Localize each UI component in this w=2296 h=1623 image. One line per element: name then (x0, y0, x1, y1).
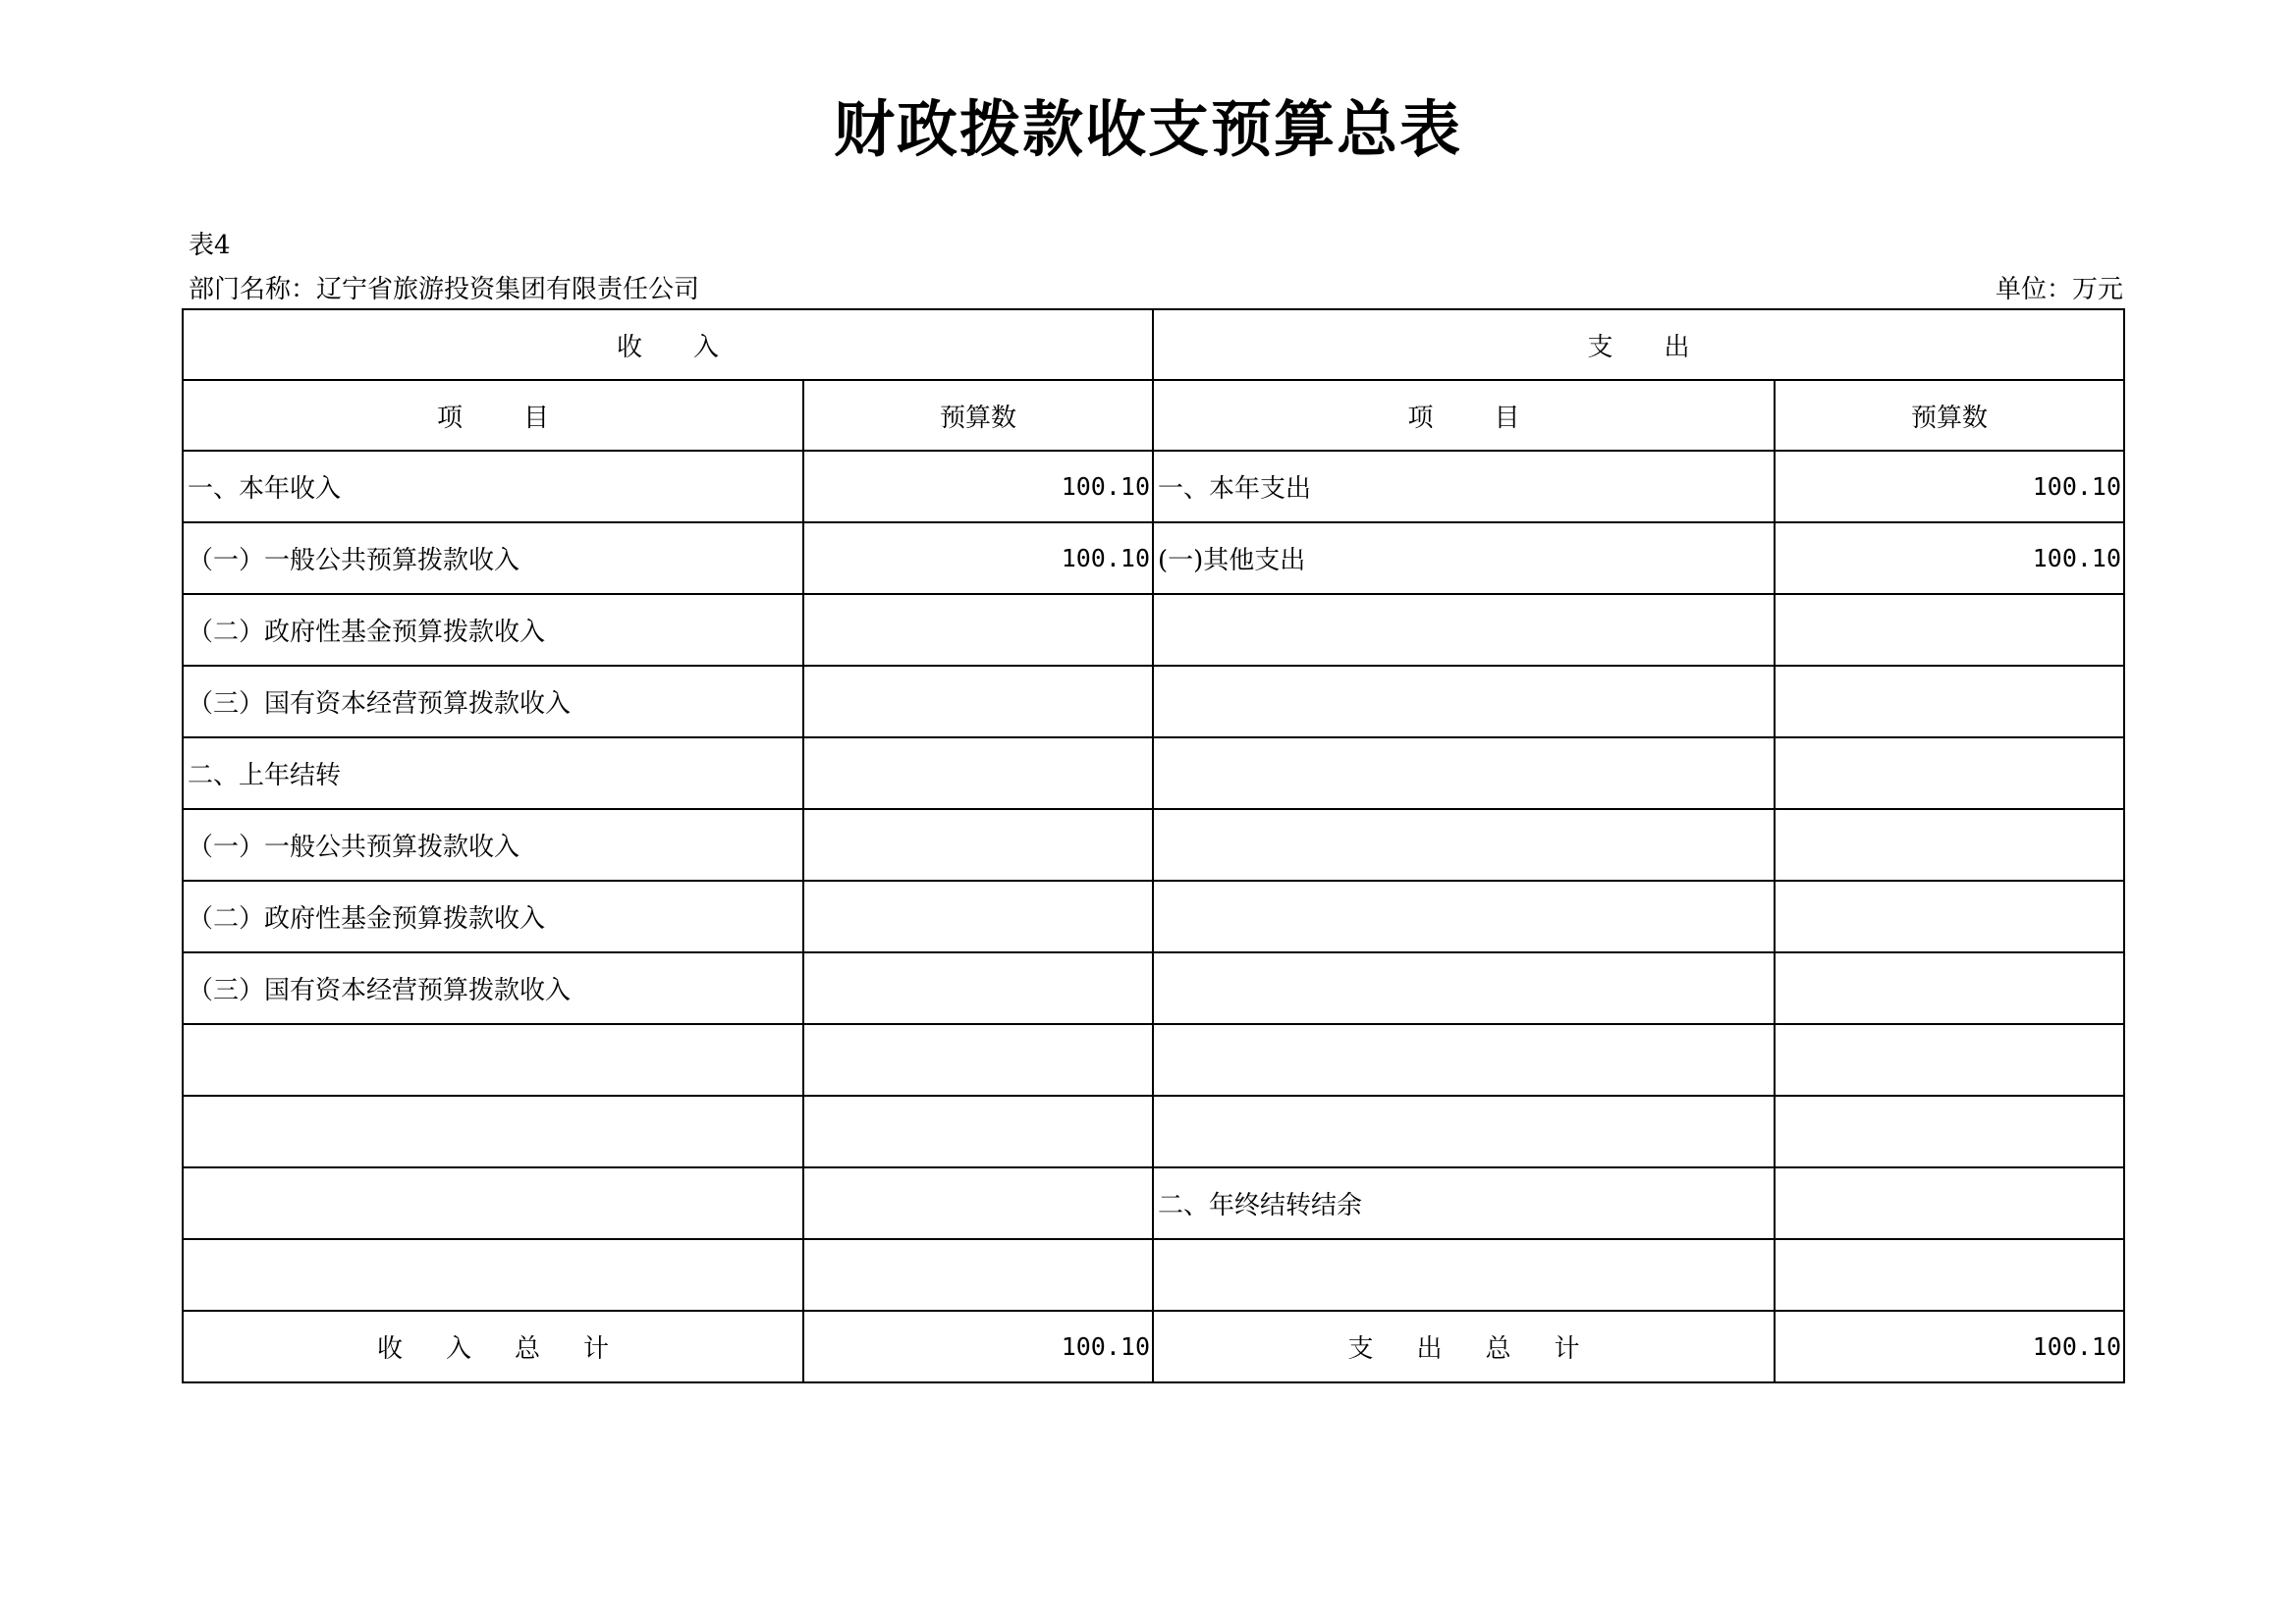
income-item-cell (183, 1096, 803, 1167)
income-item-cell: （一）一般公共预算拨款收入 (183, 809, 803, 881)
income-amount-cell (803, 666, 1153, 737)
expense-amount-cell (1775, 1024, 2124, 1096)
expense-amount-cell (1775, 1167, 2124, 1239)
expense-budget-column-header: 预算数 (1775, 380, 2124, 451)
expense-item-cell (1153, 1239, 1775, 1311)
table-row (183, 881, 2124, 952)
table-column-header-row (183, 380, 2124, 451)
expense-section-header: 支出 (1153, 309, 2124, 380)
income-amount-cell (803, 1239, 1153, 1311)
table-number: 表4 (189, 231, 231, 260)
expense-item-cell: 二、年终结转结余 (1153, 1167, 1775, 1239)
income-amount-cell: 100.10 (803, 451, 1153, 522)
table-row (183, 1239, 2124, 1311)
table-row (183, 1167, 2124, 1239)
table-row (183, 1096, 2124, 1167)
expense-item-cell (1153, 594, 1775, 666)
table-row (183, 737, 2124, 809)
income-item-cell: 一、本年收入 (183, 451, 803, 522)
expense-item-cell (1153, 1024, 1775, 1096)
income-amount-cell: 100.10 (803, 522, 1153, 594)
expense-item-cell (1153, 952, 1775, 1024)
expense-amount-cell (1775, 594, 2124, 666)
expense-amount-cell (1775, 952, 2124, 1024)
expense-item-cell (1153, 809, 1775, 881)
expense-item-cell (1153, 1096, 1775, 1167)
expense-amount-cell (1775, 881, 2124, 952)
department-name: 部门名称：辽宁省旅游投资集团有限责任公司 (189, 275, 700, 304)
totals-row (183, 1311, 2124, 1382)
income-amount-cell (803, 952, 1153, 1024)
expense-amount-cell (1775, 737, 2124, 809)
income-item-column-header: 项目 (183, 380, 803, 451)
table-row (183, 594, 2124, 666)
expense-amount-cell: 100.10 (1775, 522, 2124, 594)
income-amount-cell (803, 1096, 1153, 1167)
expense-amount-cell (1775, 1096, 2124, 1167)
expense-item-cell (1153, 737, 1775, 809)
expense-amount-cell: 100.10 (1775, 451, 2124, 522)
page-title: 财政拨款收支预算总表 (833, 93, 1462, 165)
expense-amount-cell (1775, 1239, 2124, 1311)
income-amount-cell (803, 737, 1153, 809)
income-amount-cell (803, 881, 1153, 952)
income-amount-cell (803, 1167, 1153, 1239)
table-row (183, 809, 2124, 881)
income-section-header: 收入 (183, 309, 1153, 380)
income-item-cell (183, 1167, 803, 1239)
table-section-header-row (183, 309, 2124, 380)
expense-amount-cell (1775, 809, 2124, 881)
unit-label: 单位：万元 (1995, 275, 2123, 304)
table-row (183, 666, 2124, 737)
income-item-cell: （三）国有资本经营预算拨款收入 (183, 666, 803, 737)
budget-table (182, 308, 2125, 1383)
income-item-cell (183, 1239, 803, 1311)
income-item-cell: （二）政府性基金预算拨款收入 (183, 881, 803, 952)
income-amount-cell (803, 594, 1153, 666)
table-row (183, 952, 2124, 1024)
expense-amount-cell (1775, 666, 2124, 737)
expense-item-cell (1153, 666, 1775, 737)
table-row (183, 1024, 2124, 1096)
income-budget-column-header: 预算数 (803, 380, 1153, 451)
income-item-cell: （二）政府性基金预算拨款收入 (183, 594, 803, 666)
expense-total-amount: 100.10 (1775, 1311, 2124, 1382)
income-total-amount: 100.10 (803, 1311, 1153, 1382)
income-total-label: 收入总计 (183, 1311, 803, 1382)
income-amount-cell (803, 1024, 1153, 1096)
expense-item-cell: (一)其他支出 (1153, 522, 1775, 594)
income-item-cell: （一）一般公共预算拨款收入 (183, 522, 803, 594)
income-item-cell: 二、上年结转 (183, 737, 803, 809)
income-item-cell (183, 1024, 803, 1096)
expense-item-cell: 一、本年支出 (1153, 451, 1775, 522)
table-row (183, 451, 2124, 522)
table-row (183, 522, 2124, 594)
income-item-cell: （三）国有资本经营预算拨款收入 (183, 952, 803, 1024)
expense-item-cell (1153, 881, 1775, 952)
expense-total-label: 支出总计 (1153, 1311, 1775, 1382)
expense-item-column-header: 项目 (1153, 380, 1775, 451)
income-amount-cell (803, 809, 1153, 881)
